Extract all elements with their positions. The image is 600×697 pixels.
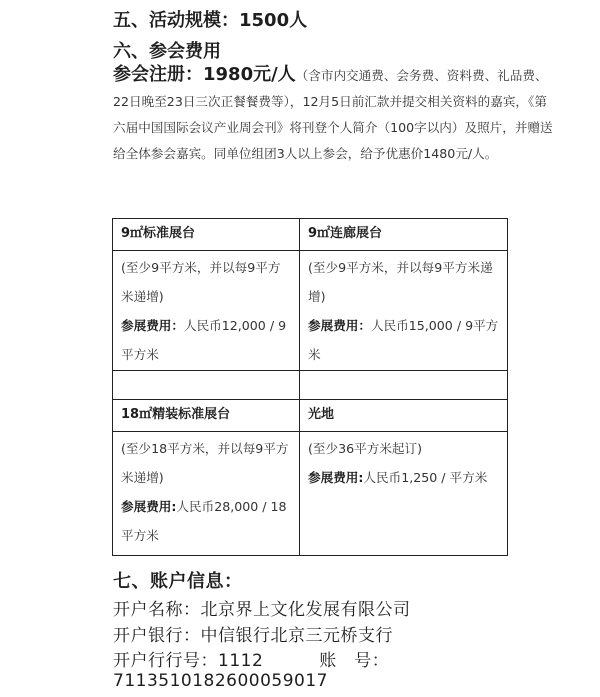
booth-standard-9-note: (至少9平方米，并以每9平方米递增) (121, 260, 281, 305)
booth-corridor-9-detail-cell (300, 251, 508, 371)
booth-deluxe-18-title: 18㎡精装标准展台 (121, 406, 231, 422)
booth-deluxe-18-fee-label: 参展费用: (121, 498, 177, 514)
booth-standard-9-detail-cell (113, 251, 300, 371)
booth-corridor-9-fee-value: 人民币15,000 / 9平方米 (308, 318, 499, 363)
account-label: 账 号： (319, 651, 390, 671)
account-number: 7113510182600059017 (113, 671, 329, 691)
booth-deluxe-18-detail-cell (113, 431, 300, 555)
booth-raw-space-title-cell (300, 399, 508, 431)
booth-standard-9-fee-label: 参展费用： (121, 318, 184, 334)
booth-raw-space-note: (至少36平方米起订) (308, 440, 423, 456)
booth-standard-9-fee-value: 人民币12,000 / 9平方米 (121, 318, 287, 363)
section-7-heading: 七、账户信息： (113, 571, 243, 592)
booth-deluxe-18-note: (至少18平方米，并以每9平方米递增) (121, 440, 289, 485)
registration-fee-paragraph (113, 62, 553, 167)
booth-raw-space-fee-label: 参展费用: (308, 469, 364, 485)
empty-cell-right (300, 371, 508, 399)
booth-corridor-9-title-cell (300, 219, 508, 251)
booth-raw-space-fee-value: 人民币1,250 / 平方米 (363, 469, 488, 485)
booth-deluxe-18-fee-value: 人民币28,000 / 18平方米 (121, 498, 287, 543)
section-5-heading: 五、活动规模：1500人 (113, 10, 308, 31)
booth-deluxe-18-title-cell (113, 399, 300, 431)
booth-pricing-table (112, 218, 508, 556)
booth-standard-9-title: 9㎡标准展台 (121, 226, 196, 241)
section-6-heading: 六、参会费用 (113, 41, 221, 62)
bank-number: 开户行行号：1112 (113, 651, 264, 671)
bank-number-line (113, 646, 389, 671)
booth-raw-space-title: 光地 (308, 406, 335, 422)
booth-corridor-9-note: (至少9平方米，并以每9平方米递增) (308, 260, 493, 305)
booth-corridor-9-title: 9㎡连廊展台 (308, 226, 383, 241)
booth-raw-space-detail-cell (300, 431, 508, 555)
registration-fee-lead: 参会注册：1980元/人 (113, 64, 296, 85)
empty-cell-left (113, 371, 300, 399)
registration-fee-includes: （含市内交通费、会务费、资料费、礼品费、22日晚至23日三次正餐餐费等） (113, 68, 548, 109)
registration-fee-details: ，12月5日前汇款并提交相关资料的嘉宾，《第六届中国国际会议产业周会刊》将刊登个人简介（100字以内）及照片，并赠送给全体参会嘉宾。同单位组团3人以上参会，给予优惠价1480元/人。 (113, 94, 553, 161)
bank-name: 开户银行：中信银行北京三元桥支行 (113, 626, 393, 646)
booth-standard-9-title-cell (113, 219, 300, 251)
booth-corridor-9-fee-label: 参展费用： (308, 318, 371, 334)
account-name: 开户名称：北京界上文化发展有限公司 (113, 600, 411, 620)
